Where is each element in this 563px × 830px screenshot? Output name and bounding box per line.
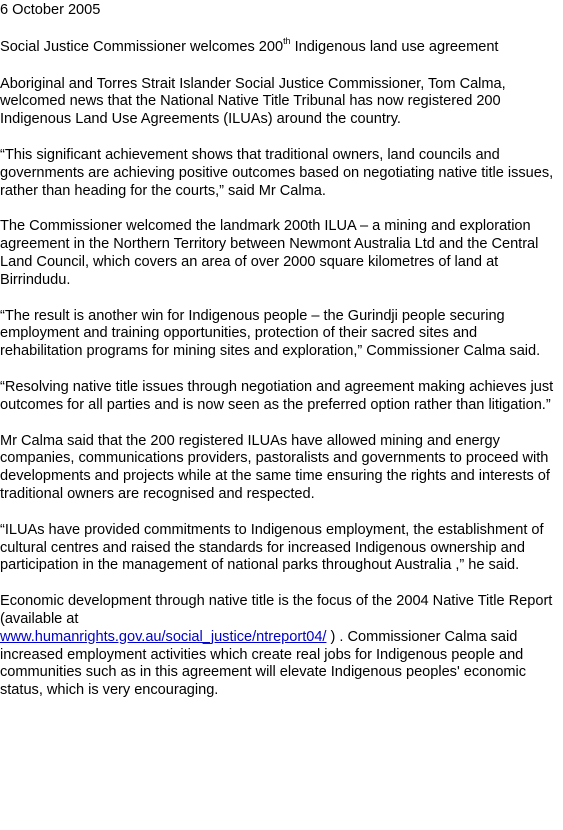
paragraph-6: Mr Calma said that the 200 registered ILUAs have allowed mining and energy companies, communications providers, pastoralists and governments to proceed with developments and projects while at the same time ensuring the rights and interests of traditional owners are recognised and respected. (0, 432, 550, 502)
headline-text-end: Indigenous land use agreement (290, 38, 499, 55)
paragraph-2: “This significant achievement shows that traditional owners, land councils and governments are achieving positive outcomes based on negotiating native title issues, rather than heading for the courts,” said Mr Calma. (0, 146, 554, 199)
paragraph-7: “ILUAs have provided commitments to Indigenous employment, the establishment of cultural centres and raised the standards for increased Indigenous ownership and participation in the management of national parks throughout Australia ,” he said. (0, 521, 544, 574)
paragraph-8-text-end: ) . Commissioner Calma said increased employment activities which create real jobs for Indigenous people and communities such as in this agreement will elevate Indigenous peoples' economic status, which is very encouraging. (0, 628, 527, 699)
paragraph-3: The Commissioner welcomed the landmark 200th ILUA – a mining and exploration agreement in the Northern Territory between Newmont Australia Ltd and the Central Land Council, which covers an area of over 2000 square kilometres of land at Birrindudu. (0, 218, 539, 288)
native-title-report-link[interactable]: www.humanrights.gov.au/social_justice/ntreport04/ (0, 628, 327, 645)
paragraph-8 (0, 593, 563, 700)
release-date: 6 October 2005 (0, 2, 101, 18)
headline-superscript: th (283, 35, 291, 46)
headline (0, 35, 563, 57)
headline-text: Social Justice Commissioner welcomes 200 (0, 38, 284, 55)
paragraph-4: “The result is another win for Indigenous people – the Gurindji people securing employment and training opportunities, protection of their sacred sites and rehabilitation programs for mining sites and exploration,” Commissioner Calma said. (0, 307, 541, 360)
paragraph-5: “Resolving native title issues through negotiation and agreement making achieves just outcomes for all parties and is now seen as the preferred option rather than litigation.” (0, 378, 554, 413)
paragraph-1: Aboriginal and Torres Strait Islander Social Justice Commissioner, Tom Calma, welcomed news that the National Native Title Tribunal has now registered 200 Indigenous Land Use Agreements (ILUAs) around the country. (0, 75, 506, 128)
paragraph-8-text: Economic development through native title is the focus of the 2004 Native Title Report (available at (0, 593, 553, 627)
